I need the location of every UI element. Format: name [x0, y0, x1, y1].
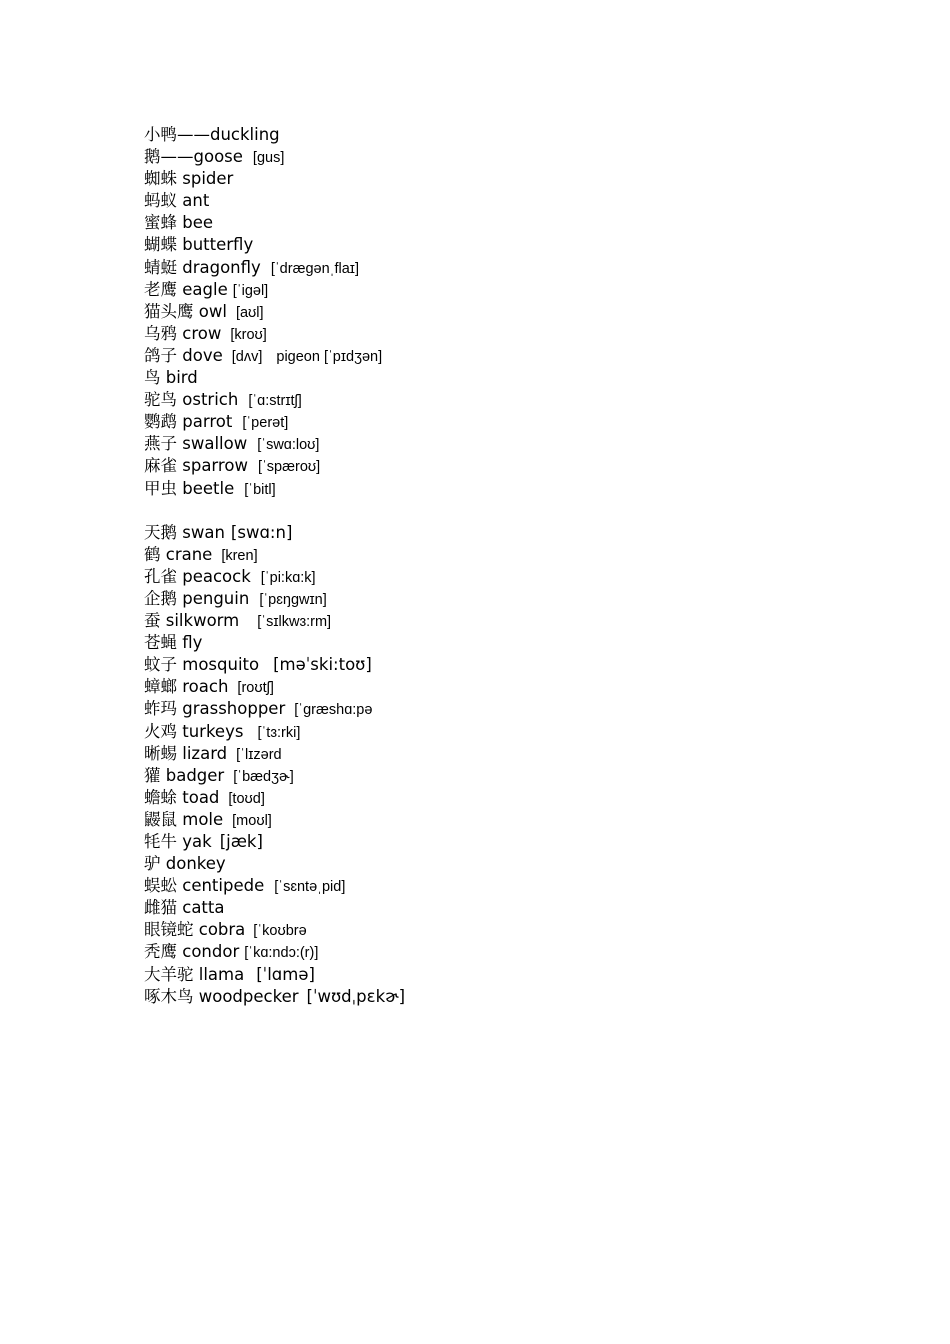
english-word: ant: [182, 191, 210, 211]
english-word: yak: [182, 832, 212, 851]
english-word: goose: [193, 147, 243, 167]
chinese-word: 蚊子: [144, 655, 177, 675]
list-item: [144, 146, 844, 168]
list-item: [144, 765, 844, 787]
list-item: [144, 787, 844, 809]
list-item: [144, 676, 844, 698]
english-word: swallow: [182, 434, 248, 454]
english-word: crane: [165, 544, 213, 564]
list-item: [144, 721, 844, 743]
english-word: duckling: [210, 125, 280, 144]
list-item: [144, 389, 844, 411]
english-word: dragonfly: [182, 257, 261, 277]
list-item: [144, 345, 844, 367]
list-item: [144, 234, 844, 256]
chinese-word: 驴: [144, 854, 161, 874]
chinese-word: 鹦鹉: [144, 412, 177, 432]
separator: ——: [177, 125, 210, 144]
chinese-word: 大羊驼: [144, 964, 194, 984]
phonetic: [aʊl]: [235, 304, 264, 321]
alternate-word: pigeon [ˈpɪdʒən]: [276, 348, 383, 365]
phonetic: [ˈtɜ:rki]: [257, 724, 301, 741]
phonetic: [ˈswɑ:loʊ]: [257, 437, 320, 454]
list-item: [144, 853, 844, 875]
list-item: [144, 632, 844, 654]
chinese-word: 燕子: [144, 434, 177, 454]
english-word: bee: [182, 213, 214, 233]
phonetic: [ˈperət]: [242, 415, 289, 432]
phonetic: [toʊd]: [228, 790, 265, 807]
list-item: [144, 875, 844, 897]
vocabulary-list: [144, 124, 844, 1008]
blank-line: [144, 500, 844, 522]
chinese-word: 鸽子: [144, 345, 177, 365]
phonetic: [gus]: [252, 150, 285, 167]
phonetic: [ˈlɑmə]: [256, 964, 315, 984]
chinese-word: 天鹅: [144, 522, 177, 542]
list-item: [144, 809, 844, 831]
phonetic: [jæk]: [219, 832, 263, 851]
list-item: [144, 743, 844, 765]
phonetic: [ˈbitl]: [244, 481, 276, 498]
list-item: [144, 323, 844, 345]
english-word: butterfly: [182, 235, 254, 255]
phonetic: [ˈsɛntəˌpid]: [274, 879, 346, 896]
phonetic: [ˈsɪlkwɜ:rm]: [257, 614, 332, 631]
chinese-word: 獾: [144, 765, 161, 785]
phonetic: [ˈɑ:strɪtʃ]: [248, 393, 302, 410]
phonetic: [ˈpi:kɑ:k]: [260, 569, 316, 586]
phonetic: [dʌv]: [231, 348, 263, 365]
english-word: catta: [182, 898, 225, 918]
english-word: mosquito: [182, 655, 260, 675]
english-word: woodpecker: [198, 986, 299, 1006]
phonetic: [ˈiɡəl]: [232, 282, 269, 299]
list-item: [144, 433, 844, 455]
list-item: [144, 698, 844, 720]
chinese-word: 秃鹰: [144, 942, 177, 962]
list-item: [144, 168, 844, 190]
phonetic: [ˈkoʊbrə: [253, 923, 307, 940]
phonetic: [ˈspæroʊ]: [257, 459, 321, 476]
list-item: [144, 522, 844, 544]
chinese-word: 蚱玛: [144, 699, 177, 719]
chinese-word: 蜘蛛: [144, 169, 177, 189]
phonetic: [ˈkɑ:ndɔ:(r)]: [244, 945, 319, 962]
english-word: sparrow: [182, 456, 248, 476]
chinese-word: 啄木鸟: [144, 986, 194, 1006]
english-word: llama: [198, 964, 245, 984]
english-word: beetle: [182, 478, 235, 498]
english-word: silkworm: [165, 611, 240, 631]
english-word: donkey: [165, 854, 226, 874]
chinese-word: 牦牛: [144, 832, 177, 851]
chinese-word: 小鸭: [144, 125, 177, 144]
chinese-word: 苍蝇: [144, 633, 177, 653]
list-item: [144, 190, 844, 212]
english-word: grasshopper: [182, 699, 286, 719]
list-item: [144, 301, 844, 323]
english-word: ostrich: [182, 390, 239, 410]
phonetic: [ˈdræɡənˌflaɪ]: [270, 260, 359, 277]
list-item: [144, 986, 844, 1008]
english-word: lizard: [182, 743, 228, 763]
list-item: [144, 478, 844, 500]
list-item: [144, 212, 844, 234]
list-item: [144, 257, 844, 279]
english-word: spider: [182, 169, 234, 189]
english-word: penguin: [182, 588, 250, 608]
english-word: dove: [182, 345, 223, 365]
chinese-word: 蝴蝶: [144, 235, 177, 255]
list-item: [144, 654, 844, 676]
list-item: [144, 610, 844, 632]
english-word: eagle: [182, 279, 228, 299]
list-item: [144, 897, 844, 919]
chinese-word: 眼镜蛇: [144, 920, 194, 940]
list-item: [144, 455, 844, 477]
chinese-word: 雌猫: [144, 898, 177, 918]
phonetic: [ˈɡræshɑ:pə: [294, 702, 373, 719]
english-word: crow: [182, 323, 222, 343]
list-item: [144, 544, 844, 566]
separator: ——: [160, 147, 194, 167]
chinese-word: 鹅: [144, 147, 161, 167]
english-word: cobra: [198, 920, 246, 940]
chinese-word: 麻雀: [144, 456, 177, 476]
list-item: [144, 919, 844, 941]
chinese-word: 蜜蜂: [144, 213, 177, 233]
english-word: toad: [182, 787, 220, 807]
english-word: roach: [182, 677, 229, 697]
list-item: [144, 124, 844, 146]
list-item: [144, 279, 844, 301]
phonetic: [moʊl]: [232, 812, 272, 829]
chinese-word: 孔雀: [144, 566, 177, 586]
list-item: [144, 831, 844, 853]
chinese-word: 蟾蜍: [144, 787, 177, 807]
phonetic: [ˈlɪzərd: [236, 746, 282, 763]
phonetic: [ˈpɛŋɡwɪn]: [259, 591, 327, 608]
english-word: parrot: [182, 412, 233, 432]
phonetic: [kroʊ]: [230, 326, 267, 343]
phonetic: [ˈwʊdˌpɛkɚ]: [306, 986, 406, 1006]
chinese-word: 鹤: [144, 544, 161, 564]
phonetic: [kren]: [221, 547, 258, 564]
english-word: owl: [198, 301, 227, 321]
english-word: badger: [165, 765, 225, 785]
chinese-word: 蜻蜓: [144, 257, 177, 277]
phonetic: [swɑ:n]: [230, 522, 293, 542]
list-item: [144, 566, 844, 588]
english-word: condor: [182, 942, 240, 962]
chinese-word: 蚕: [144, 611, 161, 631]
list-item: [144, 411, 844, 433]
chinese-word: 甲虫: [144, 478, 177, 498]
chinese-word: 鼹鼠: [144, 809, 177, 829]
chinese-word: 乌鸦: [144, 323, 177, 343]
list-item: [144, 964, 844, 986]
chinese-word: 蟑螂: [144, 677, 177, 697]
phonetic: [roʊtʃ]: [237, 680, 274, 697]
english-word: fly: [182, 633, 203, 653]
list-item: [144, 941, 844, 963]
english-word: turkeys: [182, 721, 244, 741]
phonetic: [məˈski:toʊ]: [273, 655, 372, 675]
phonetic: [ˈbædʒɚ]: [233, 768, 294, 785]
list-item: [144, 588, 844, 610]
english-word: peacock: [182, 566, 251, 586]
chinese-word: 鸟: [144, 368, 161, 388]
chinese-word: 驼鸟: [144, 390, 177, 410]
english-word: mole: [182, 809, 224, 829]
chinese-word: 蚂蚁: [144, 191, 177, 211]
chinese-word: 猫头鹰: [144, 301, 194, 321]
english-word: bird: [165, 368, 198, 388]
chinese-word: 企鹅: [144, 588, 177, 608]
chinese-word: 火鸡: [144, 721, 177, 741]
english-word: swan: [182, 522, 225, 542]
chinese-word: 晰蜴: [144, 743, 177, 763]
chinese-word: 蜈蚣: [144, 876, 177, 896]
list-item: [144, 367, 844, 389]
chinese-word: 老鹰: [144, 279, 177, 299]
english-word: centipede: [182, 876, 265, 896]
